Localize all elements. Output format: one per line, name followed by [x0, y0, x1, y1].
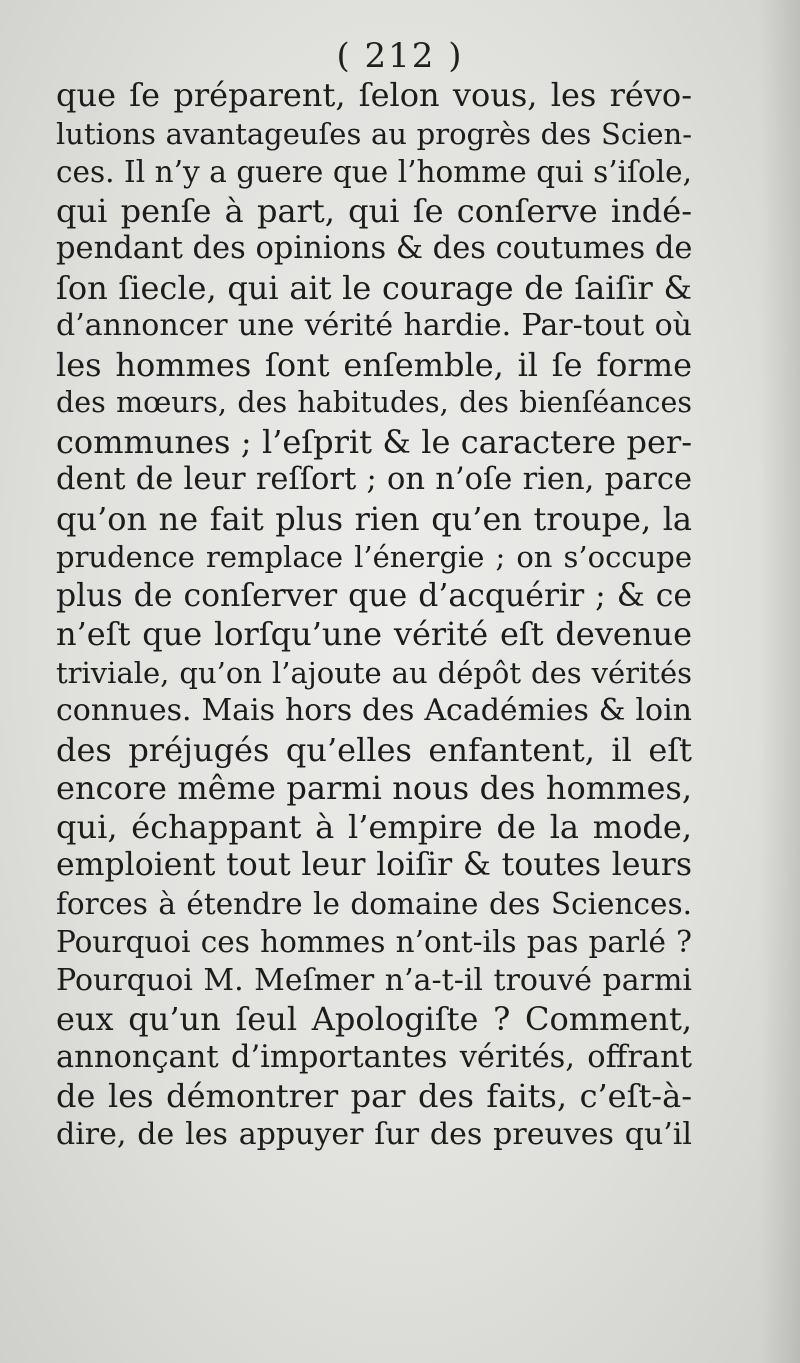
text-line: de les démontrer par des faits, c’eſt-à- [56, 1077, 692, 1115]
text-line: Pourquoi M. Meſmer n’a-t-il trouvé parmi [56, 962, 692, 998]
text-line: ſon ſiecle, qui ait le courage de ſaiſir & [56, 268, 692, 307]
text-line: n’eſt que lorſqu’une vérité eſt devenue [56, 615, 692, 653]
text-line: forces à étendre le domaine des Sciences. [56, 886, 692, 921]
text-line: qu’on ne fait plus rien qu’en troupe, la [56, 499, 692, 538]
text-line: plus de conſerver que d’acquérir ; & ce [56, 577, 692, 614]
text-line: emploient tout leur loiſir & toutes leurs [56, 847, 692, 883]
text-line: ces. Il n’y a guere que l’homme qui s’iſole, [56, 155, 692, 189]
text-line: pendant des opinions & des coutumes de [56, 231, 693, 266]
text-line: qui penſe à part, qui ſe conſerve indé- [56, 191, 692, 230]
text-line: communes ; l’eſprit & le caractere per- [56, 422, 692, 461]
text-line: Pourquoi ces hommes n’ont-ils pas parlé ? [56, 925, 692, 959]
page-number: ( 212 ) [336, 36, 464, 76]
text-line: annonçant d’importantes vérités, offrant [56, 1039, 692, 1075]
text-line: qui, échappant à l’empire de la mode, [56, 807, 692, 846]
text-line: que ſe préparent, ſelon vous, les révo- [56, 76, 692, 114]
page-edge-shadow [760, 0, 800, 1363]
text-line: encore même parmi nous des hommes, [56, 769, 692, 807]
text-line: triviale, qu’on l’ajoute au dépôt des vérités [56, 655, 692, 690]
text-line: d’annoncer une vérité hardie. Par-tout où [56, 308, 692, 343]
text-line: prudence remplace l’énergie ; on s’occupe [56, 540, 692, 574]
text-line: dire, de les appuyer ſur des preuves qu’il [56, 1116, 692, 1152]
text-line: les hommes ſont enſemble, il ſe forme [56, 345, 692, 384]
text-line: lutions avantageuſes au progrès des Scien- [56, 116, 692, 151]
text-line: dent de leur reſſort ; on n’oſe rien, parce [56, 462, 692, 497]
text-line: des préjugés qu’elles enfantent, il eſt [56, 730, 692, 769]
text-line: eux qu’un ſeul Apologiſte ? Comment, [56, 1000, 692, 1038]
body-text [56, 76, 692, 1154]
text-line: connues. Mais hors des Académies & loin [56, 693, 692, 728]
text-line: des mœurs, des habitudes, des bienſéances [56, 386, 692, 419]
